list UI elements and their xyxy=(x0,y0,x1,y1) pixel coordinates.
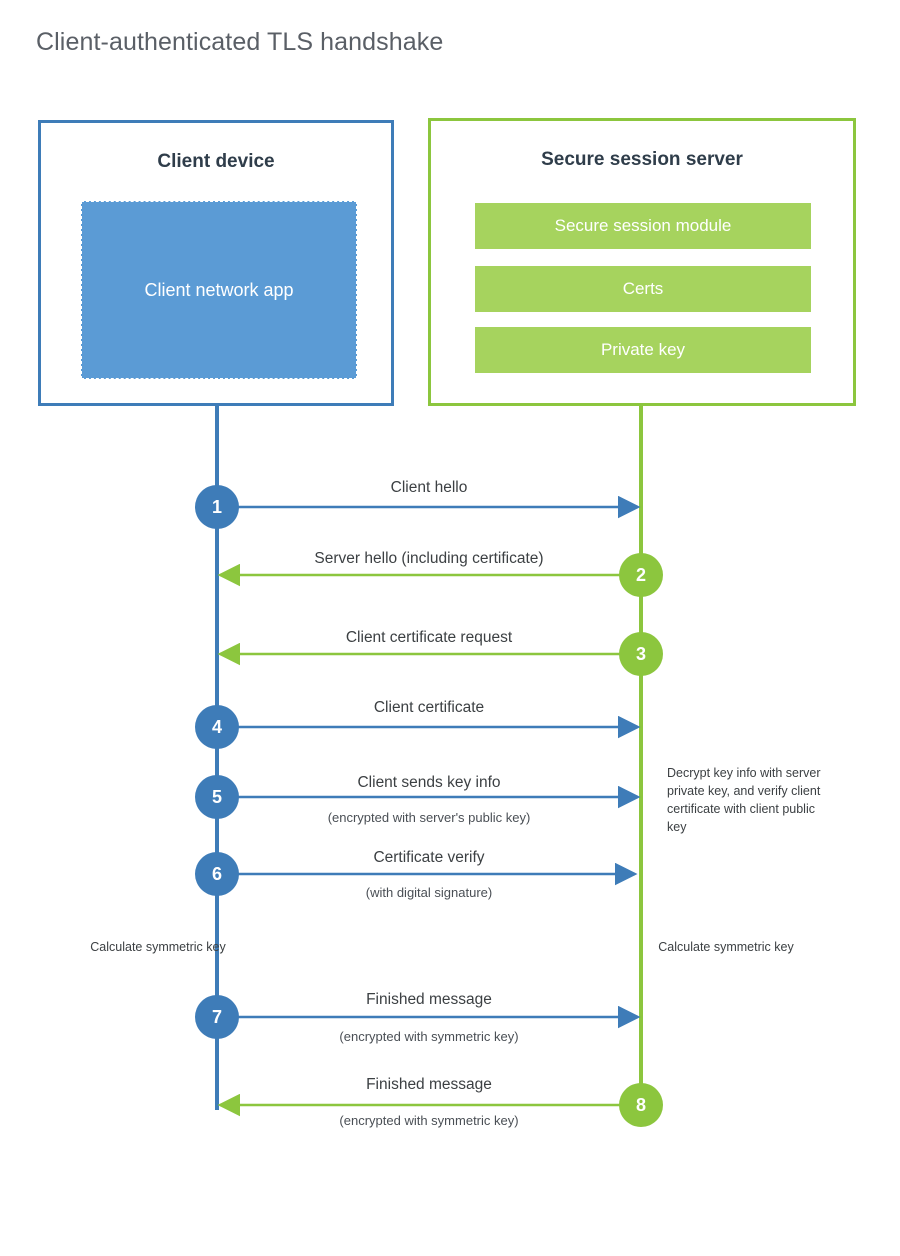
message-sublabel-6: (with digital signature) xyxy=(365,885,493,900)
message-label-1: Client hello xyxy=(390,479,468,496)
message-sublabel-7: (encrypted with symmetric key) xyxy=(339,1029,519,1044)
page-title: Client-authenticated TLS handshake xyxy=(36,28,444,56)
server-component-private-key: Private key xyxy=(475,327,811,373)
step-circle-3: 3 xyxy=(619,632,663,676)
client-device-box xyxy=(38,120,394,406)
step-circle-6: 6 xyxy=(195,852,239,896)
message-label-6: Certificate verify xyxy=(373,849,485,866)
step-circle-8: 8 xyxy=(619,1083,663,1127)
client-device-title: Client device xyxy=(157,151,275,172)
step-circle-1: 1 xyxy=(195,485,239,529)
note-server-calculate-symmetric-key: Calculate symmetric key xyxy=(658,940,794,954)
message-sublabel-5: (encrypted with server's public key) xyxy=(327,810,531,825)
step-circle-2: 2 xyxy=(619,553,663,597)
client-network-app: Client network app xyxy=(81,201,357,379)
note-server-decrypt: Decrypt key info with server private key, and verify client certificate with client public key xyxy=(667,766,821,835)
message-label-4: Client certificate xyxy=(373,699,485,716)
step-circle-4: 4 xyxy=(195,705,239,749)
secure-session-server-title: Secure session server xyxy=(541,149,743,170)
secure-session-server-box xyxy=(428,118,856,406)
step-circle-7: 7 xyxy=(195,995,239,1039)
message-label-5: Client sends key info xyxy=(357,774,501,791)
message-label-8: Finished message xyxy=(366,1076,492,1093)
server-component-certs: Certs xyxy=(475,266,811,312)
message-label-7: Finished message xyxy=(366,991,492,1008)
note-client-calculate-symmetric-key: Calculate symmetric key xyxy=(90,940,226,954)
message-sublabel-8: (encrypted with symmetric key) xyxy=(339,1113,519,1128)
message-label-2: Server hello (including certificate) xyxy=(314,550,544,567)
message-label-3: Client certificate request xyxy=(345,629,513,646)
server-component-secure-session-module: Secure session module xyxy=(475,203,811,249)
step-circle-5: 5 xyxy=(195,775,239,819)
